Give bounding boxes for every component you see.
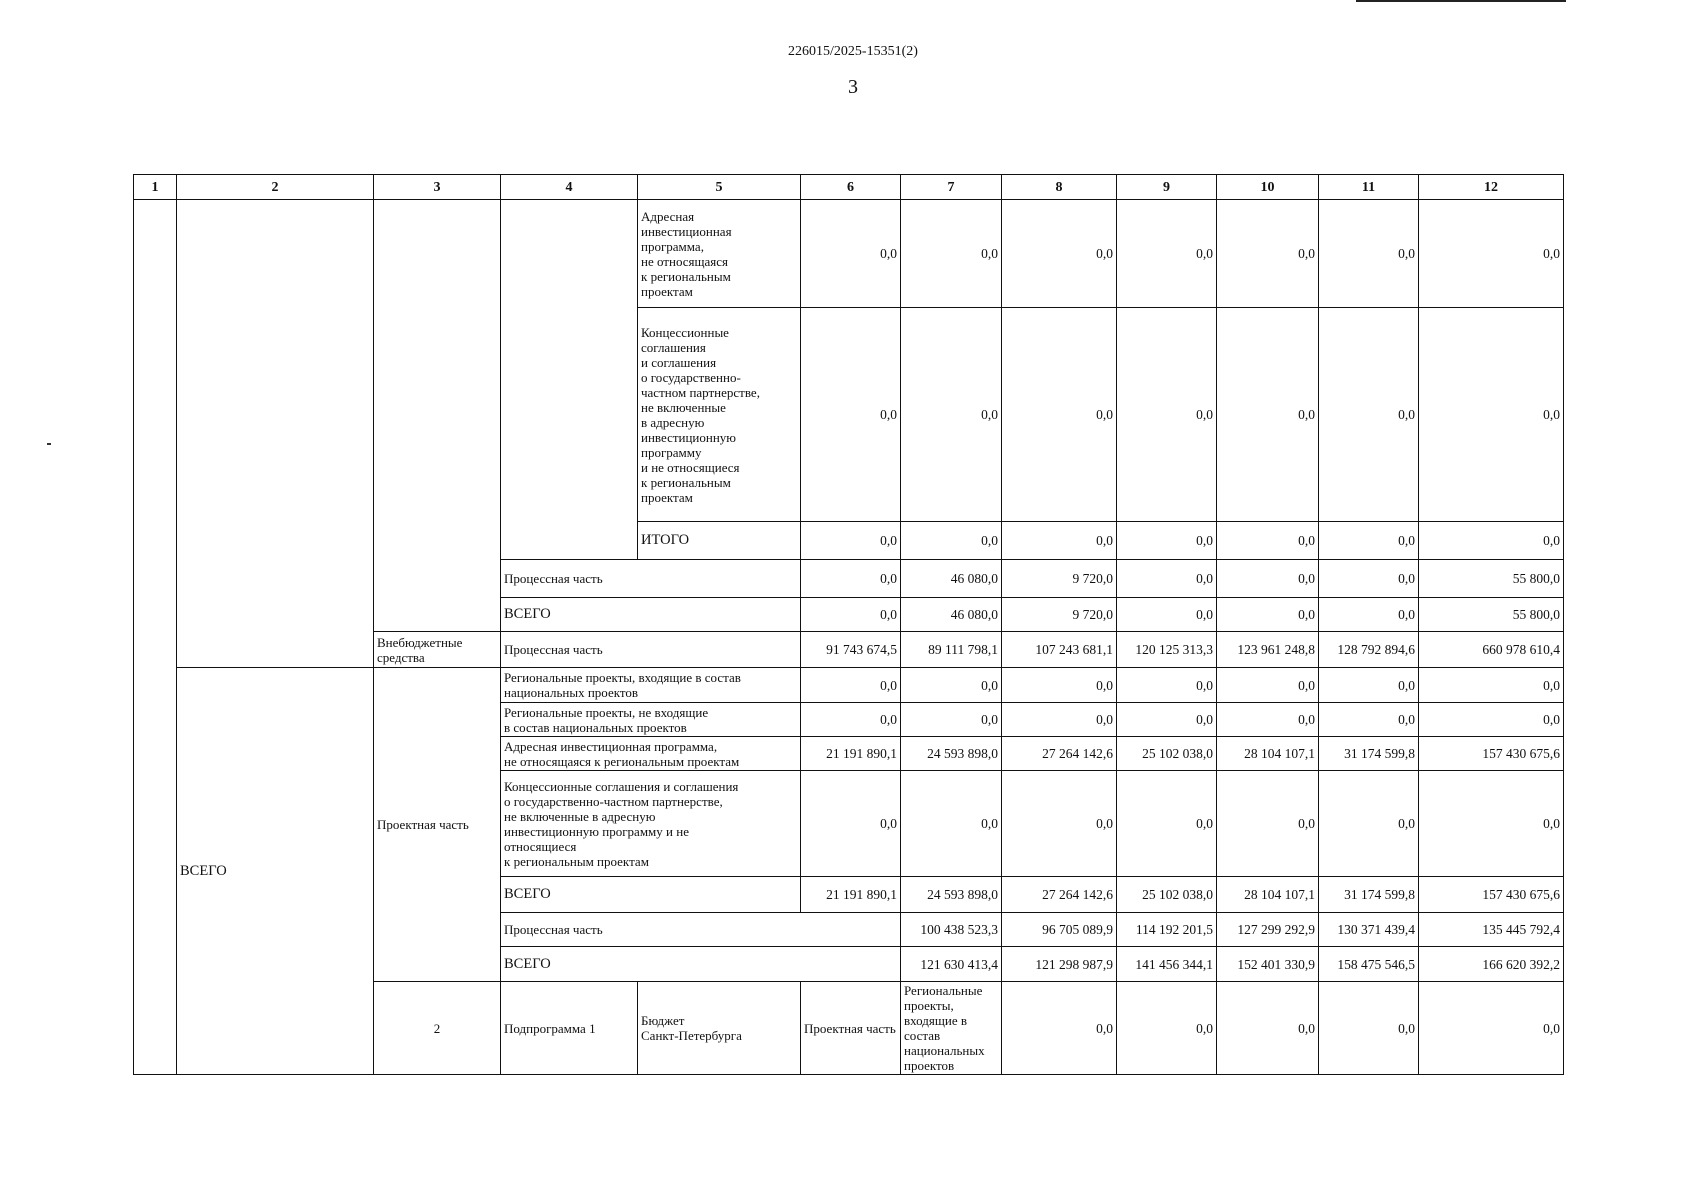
value-cell: 0,0 [1217, 982, 1319, 1075]
value-cell: 121 630 413,4 [901, 947, 1002, 982]
value-cell: 55 800,0 [1419, 560, 1564, 598]
process-part-label: Процессная часть [501, 913, 901, 947]
value-cell: 0,0 [801, 200, 901, 308]
value-cell: 31 174 599,8 [1319, 737, 1419, 771]
value-cell: 0,0 [1319, 598, 1419, 632]
vsego-label: ВСЕГО [501, 947, 901, 982]
value-cell: 0,0 [1117, 771, 1217, 877]
activity-label: Региональные проекты, не входящие в состав национальных проектов [501, 703, 801, 737]
value-cell: 0,0 [1002, 200, 1117, 308]
value-cell: 0,0 [1217, 522, 1319, 560]
value-cell: 27 264 142,6 [1002, 737, 1117, 771]
value-cell: 141 456 344,1 [1117, 947, 1217, 982]
value-cell: 0,0 [1319, 668, 1419, 703]
value-cell: 0,0 [1117, 522, 1217, 560]
vnebudget-label: Внебюджетные средства [374, 632, 501, 668]
page-number: 3 [848, 76, 858, 98]
value-cell: 0,0 [1419, 982, 1564, 1075]
value-cell: 158 475 546,5 [1319, 947, 1419, 982]
value-cell: 0,0 [1117, 200, 1217, 308]
row-number-cell: 2 [374, 982, 501, 1075]
process-part-label: Процессная часть [501, 632, 801, 668]
value-cell: 0,0 [1319, 308, 1419, 522]
value-cell: 0,0 [801, 598, 901, 632]
col-header: 4 [501, 175, 638, 200]
value-cell: 0,0 [1419, 308, 1564, 522]
value-cell: 121 298 987,9 [1002, 947, 1117, 982]
vsego-program-label: ВСЕГО [177, 668, 374, 1075]
value-cell: 0,0 [1419, 200, 1564, 308]
value-cell: 135 445 792,4 [1419, 913, 1564, 947]
value-cell: 0,0 [1217, 598, 1319, 632]
value-cell: 0,0 [801, 771, 901, 877]
col-header: 1 [134, 175, 177, 200]
value-cell: 0,0 [1419, 668, 1564, 703]
value-cell: 24 593 898,0 [901, 877, 1002, 913]
value-cell: 21 191 890,1 [801, 877, 901, 913]
process-part-label: Процессная часть [501, 560, 801, 598]
activity-label: Концессионные соглашения и соглашения о государственно- частном партнерстве, не включенные в адресную инвестиционную программу и не относящиеся к региональным проектам [638, 308, 801, 522]
value-cell: 0,0 [901, 522, 1002, 560]
value-cell: 152 401 330,9 [1217, 947, 1319, 982]
value-cell: 0,0 [1319, 522, 1419, 560]
value-cell: 107 243 681,1 [1002, 632, 1117, 668]
value-cell: 0,0 [1002, 668, 1117, 703]
value-cell: 0,0 [1419, 522, 1564, 560]
funding-table [133, 174, 1564, 1075]
project-part-label: Проектная часть [374, 668, 501, 982]
value-cell: 55 800,0 [1419, 598, 1564, 632]
table-row [134, 200, 1564, 308]
value-cell: 0,0 [1002, 522, 1117, 560]
value-cell: 0,0 [1117, 560, 1217, 598]
value-cell: 120 125 313,3 [1117, 632, 1217, 668]
value-cell: 28 104 107,1 [1217, 877, 1319, 913]
row-number-cell [134, 200, 177, 1075]
value-cell: 27 264 142,6 [1002, 877, 1117, 913]
value-cell: 9 720,0 [1002, 598, 1117, 632]
col-header: 8 [1002, 175, 1117, 200]
value-cell: 100 438 523,3 [901, 913, 1002, 947]
value-cell: 0,0 [1002, 703, 1117, 737]
activity-label: Адресная инвестиционная программа, не относящаяся к региональным проектам [638, 200, 801, 308]
value-cell: 0,0 [801, 668, 901, 703]
value-cell: 0,0 [901, 200, 1002, 308]
activity-label: Адресная инвестиционная программа, не относящаяся к региональным проектам [501, 737, 801, 771]
value-cell: 0,0 [1002, 771, 1117, 877]
vsego-label: ВСЕГО [501, 598, 801, 632]
value-cell: 0,0 [1217, 668, 1319, 703]
value-cell: 0,0 [901, 703, 1002, 737]
value-cell: 31 174 599,8 [1319, 877, 1419, 913]
value-cell: 0,0 [801, 308, 901, 522]
value-cell: 0,0 [1419, 771, 1564, 877]
value-cell: 123 961 248,8 [1217, 632, 1319, 668]
value-cell: 0,0 [1002, 982, 1117, 1075]
value-cell: 0,0 [1217, 200, 1319, 308]
value-cell: 0,0 [1217, 308, 1319, 522]
value-cell: 0,0 [801, 522, 901, 560]
value-cell: 0,0 [1217, 560, 1319, 598]
value-cell: 46 080,0 [901, 560, 1002, 598]
activity-label: Региональные проекты, входящие в состав национальных проектов [501, 668, 801, 703]
value-cell: 166 620 392,2 [1419, 947, 1564, 982]
col-header: 5 [638, 175, 801, 200]
value-cell: 0,0 [901, 771, 1002, 877]
value-cell: 0,0 [1117, 982, 1217, 1075]
part-cell [501, 200, 638, 560]
value-cell: 157 430 675,6 [1419, 737, 1564, 771]
value-cell: 0,0 [1117, 668, 1217, 703]
col-header: 11 [1319, 175, 1419, 200]
value-cell: 0,0 [801, 560, 901, 598]
col-header: 7 [901, 175, 1002, 200]
value-cell: 0,0 [1217, 771, 1319, 877]
col-header: 3 [374, 175, 501, 200]
value-cell: 89 111 798,1 [901, 632, 1002, 668]
value-cell: 127 299 292,9 [1217, 913, 1319, 947]
value-cell: 91 743 674,5 [801, 632, 901, 668]
value-cell: 0,0 [901, 308, 1002, 522]
table-row [134, 668, 1564, 703]
value-cell: 660 978 610,4 [1419, 632, 1564, 668]
value-cell: 114 192 201,5 [1117, 913, 1217, 947]
value-cell: 0,0 [1319, 771, 1419, 877]
col-header: 6 [801, 175, 901, 200]
value-cell: 0,0 [1319, 703, 1419, 737]
value-cell: 130 371 439,4 [1319, 913, 1419, 947]
value-cell: 0,0 [1217, 703, 1319, 737]
value-cell: 0,0 [901, 668, 1002, 703]
value-cell: 128 792 894,6 [1319, 632, 1419, 668]
value-cell: 21 191 890,1 [801, 737, 901, 771]
source-cell [374, 200, 501, 632]
value-cell: 0,0 [1117, 308, 1217, 522]
top-edge-mark [1356, 0, 1566, 2]
itogo-label: ИТОГО [638, 522, 801, 560]
value-cell: 25 102 038,0 [1117, 877, 1217, 913]
activity-label: Концессионные соглашения и соглашения о государственно-частном партнерстве, не включенные в адресную инвестиционную программу и не относящиеся к региональным проектам [501, 771, 801, 877]
value-cell: 0,0 [1117, 598, 1217, 632]
scan-speck [47, 443, 51, 445]
value-cell: 0,0 [801, 703, 901, 737]
program-cell [177, 200, 374, 668]
activity-label: Региональные проекты, входящие в состав национальных проектов [901, 982, 1002, 1075]
registration-number: 226015/2025-15351(2) [788, 44, 918, 59]
vsego-label: ВСЕГО [501, 877, 801, 913]
value-cell: 25 102 038,0 [1117, 737, 1217, 771]
col-header: 2 [177, 175, 374, 200]
value-cell: 46 080,0 [901, 598, 1002, 632]
project-part-label: Проектная часть [801, 982, 901, 1075]
value-cell: 0,0 [1319, 982, 1419, 1075]
value-cell: 0,0 [1419, 703, 1564, 737]
value-cell: 0,0 [1117, 703, 1217, 737]
value-cell: 9 720,0 [1002, 560, 1117, 598]
value-cell: 0,0 [1002, 308, 1117, 522]
value-cell: 28 104 107,1 [1217, 737, 1319, 771]
subprogram-label: Подпрограмма 1 [501, 982, 638, 1075]
column-number-row [134, 175, 1564, 200]
value-cell: 96 705 089,9 [1002, 913, 1117, 947]
value-cell: 0,0 [1319, 200, 1419, 308]
budget-label: Бюджет Санкт-Петербурга [638, 982, 801, 1075]
col-header: 10 [1217, 175, 1319, 200]
col-header: 9 [1117, 175, 1217, 200]
value-cell: 157 430 675,6 [1419, 877, 1564, 913]
value-cell: 0,0 [1319, 560, 1419, 598]
value-cell: 24 593 898,0 [901, 737, 1002, 771]
col-header: 12 [1419, 175, 1564, 200]
